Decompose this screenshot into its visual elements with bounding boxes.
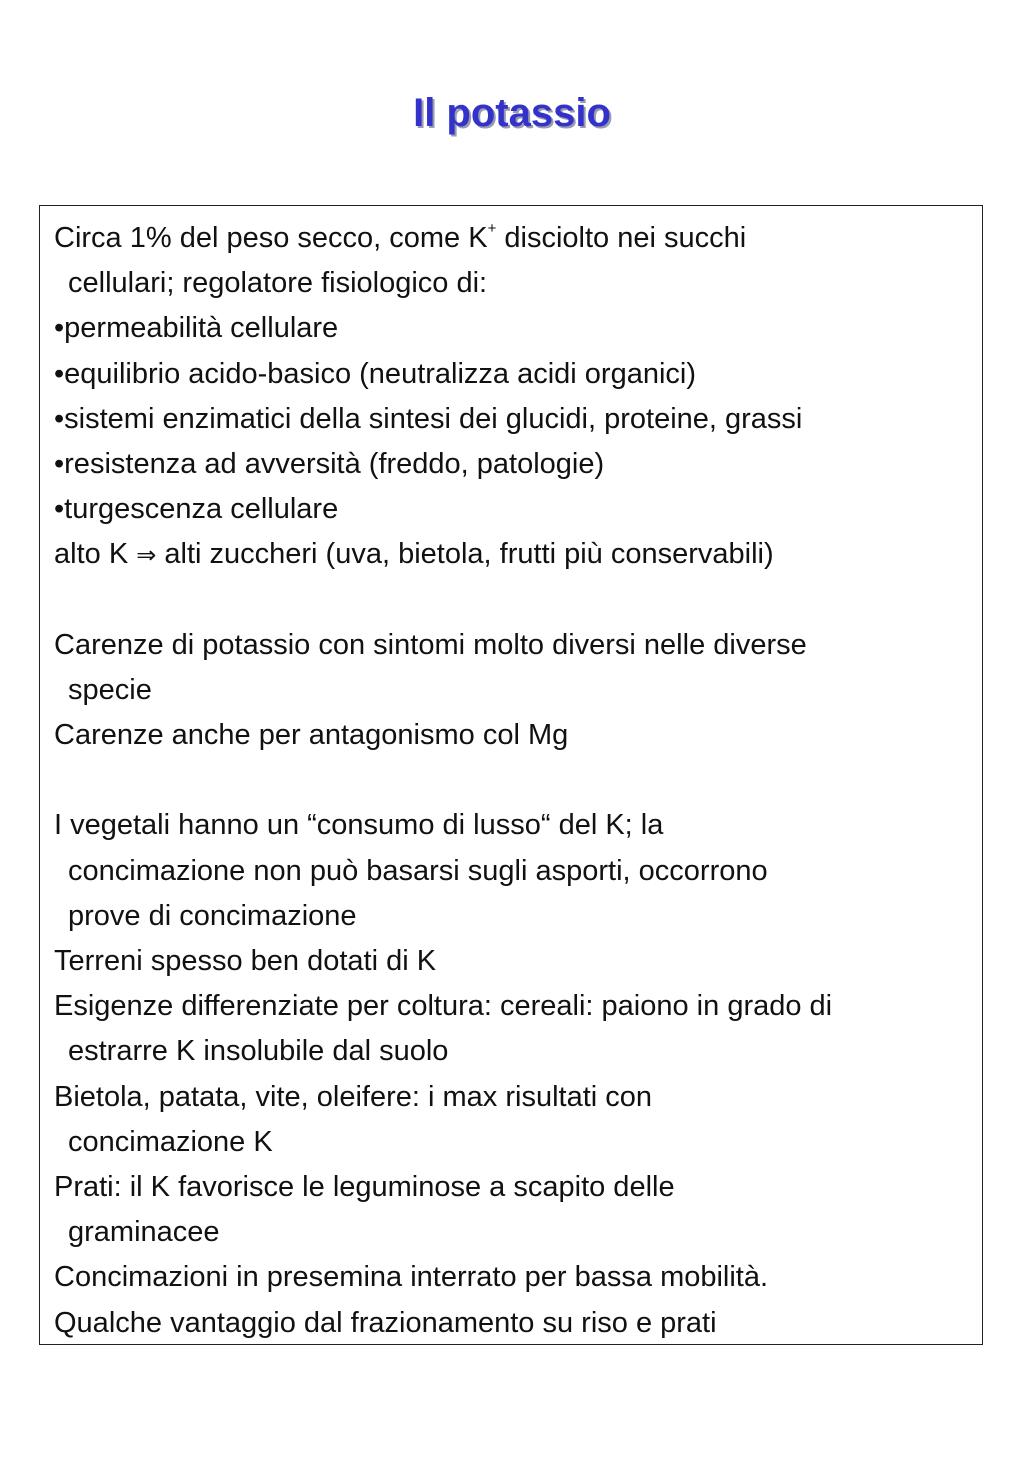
bullet-item-equilibrio: •equilibrio acido-basico (neutralizza acidi organici) <box>54 357 697 390</box>
qualche-vantaggio-line: Qualche vantaggio dal frazionamento su riso e prati <box>54 1306 717 1339</box>
carenze-line: Carenze di potassio con sintomi molto diversi nelle diverse <box>54 628 807 661</box>
bullet-item-sistemi-enzimatici: •sistemi enzimatici della sintesi dei glucidi, proteine, grassi <box>54 402 803 435</box>
content-box <box>39 205 983 1345</box>
bullet-item-permeabilita: •permeabilità cellulare <box>54 312 339 345</box>
terreni-line: Terreni spesso ben dotati di K <box>54 945 437 977</box>
vegetali-line: I vegetali hanno un “consumo di lusso“ del K; la <box>54 809 664 842</box>
spacer <box>54 578 974 623</box>
prati-continuation: graminacee <box>68 1216 220 1249</box>
concimazioni-line: Concimazioni in presemina interrato per bassa mobilità. <box>54 1261 769 1294</box>
alto-zuccheri-text: alti zuccheri (uva, bietola, frutti più conservabili) <box>156 538 774 571</box>
alto-k-text: alto K <box>54 538 137 571</box>
bullet-item-turgescenza: •turgescenza cellulare <box>54 493 339 526</box>
vegetali-continuation-2: prove di concimazione <box>68 899 357 932</box>
bullet-item-resistenza: •resistenza ad avversità (freddo, patologie) <box>54 447 605 480</box>
intro-continuation: cellulari; regolatore fisiologico di: <box>68 267 488 300</box>
esigenze-line: Esigenze differenziate per coltura: cereali: paiono in grado di <box>54 990 833 1023</box>
prati-line: Prati: il K favorisce le leguminose a scapito delle <box>54 1170 675 1203</box>
alto-k-line <box>54 532 974 577</box>
esigenze-continuation: estrarre K insolubile dal suolo <box>68 1035 449 1068</box>
intro-text-end: disciolto nei succhi <box>496 222 747 254</box>
spacer <box>54 758 974 803</box>
bietola-line: Bietola, patata, vite, oleifere: i max risultati con <box>54 1080 653 1113</box>
superscript-plus: + <box>487 220 497 238</box>
carenze-continuation: specie <box>68 673 152 706</box>
vegetali-continuation-1: concimazione non può basarsi sugli asporti, occorrono <box>68 854 768 887</box>
implies-arrow-icon: ⇒ <box>136 541 157 570</box>
intro-text: Circa 1% del peso secco, come K <box>54 222 488 254</box>
bietola-continuation: concimazione K <box>68 1125 273 1158</box>
carenze-mg-line: Carenze anche per antagonismo col Mg <box>54 719 569 752</box>
paragraph-intro <box>54 216 974 261</box>
page-title: Il potassio <box>413 91 611 135</box>
